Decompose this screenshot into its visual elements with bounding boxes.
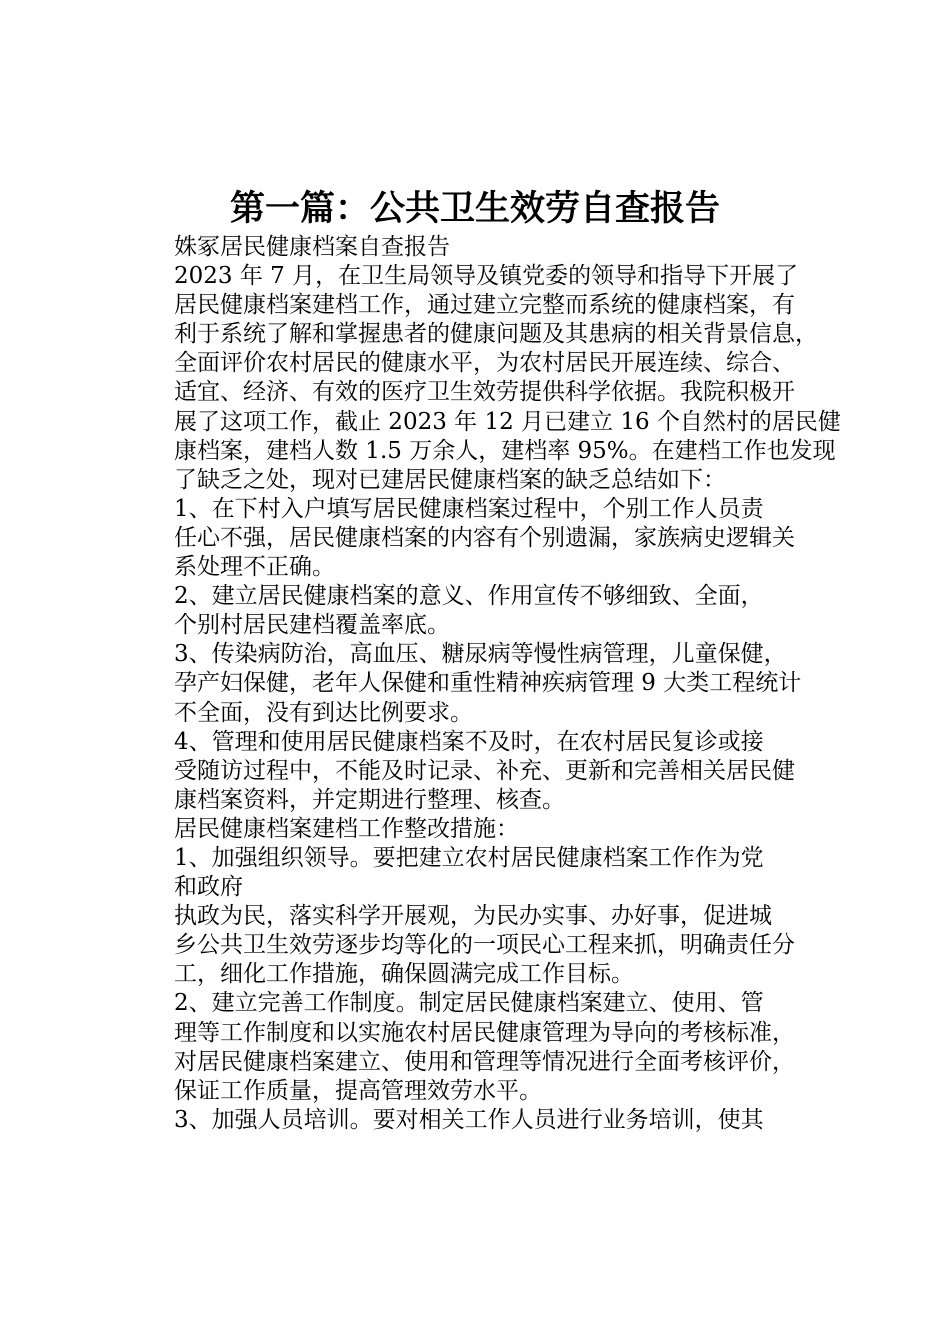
text-line: 1、加强组织领导。要把建立农村居民健康档案工作作为党 [174, 844, 764, 871]
text-line: 1、在下村入户填写居民健康档案过程中，个别工作人员责 [174, 495, 764, 522]
document-body [128, 233, 840, 1135]
text-line: 任心不强，居民健康档案的内容有个别遗漏，家族病史逻辑关 [174, 524, 795, 551]
text-line: 乡公共卫生效劳逐步均等化的一项民心工程来抓，明确责任分 [174, 932, 795, 959]
text-line: 工，细化工作措施，确保圆满完成工作目标。 [174, 961, 634, 988]
text-line: 受随访过程中，不能及时记录、补充、更新和完善相关居民健 [174, 757, 795, 784]
paragraph [128, 1106, 840, 1135]
paragraph [128, 262, 840, 495]
text-line: 孕产妇保健，老年人保健和重性精神疾病管理 9 大类工程统计 [174, 670, 802, 697]
text-line: 理等工作制度和以实施农村居民健康管理为导向的考核标准， [174, 1019, 795, 1046]
text-line: 2023 年 7 月，在卫生局领导及镇党委的领导和指导下开展了 [174, 263, 799, 290]
document-title: 第一篇：公共卫生效劳自查报告 [229, 188, 720, 229]
text-line: 姝冢居民健康档案自查报告 [174, 234, 450, 260]
paragraph [128, 902, 840, 989]
text-line: 适宜、经济、有效的医疗卫生效劳提供科学依据。我院积极开 [174, 379, 795, 406]
paragraph [128, 640, 840, 727]
text-line: 利于系统了解和掌握患者的健康问题及其患病的相关背景信息， [174, 321, 818, 348]
text-line: 执政为民，落实科学开展观，为民办实事、办好事，促进城 [174, 903, 772, 930]
paragraph [128, 989, 840, 1105]
paragraph [128, 844, 840, 902]
paragraph [128, 728, 840, 815]
text-line: 4、管理和使用居民健康档案不及时，在农村居民复诊或接 [174, 728, 764, 755]
text-line: 2、建立居民健康档案的意义、作用宣传不够细致、全面， [174, 583, 764, 610]
text-line: 居民健康档案建档工作整改措施： [174, 815, 519, 842]
paragraph [128, 495, 840, 582]
text-line: 个别村居民建档覆盖率底。 [174, 612, 450, 639]
paragraph [128, 582, 840, 640]
text-line: 3、加强人员培训。要对相关工作人员进行业务培训，使其 [174, 1106, 764, 1133]
text-line: 2、建立完善工作制度。制定居民健康档案建立、使用、管 [174, 990, 764, 1017]
text-line: 展了这项工作，截止 2023 年 12 月已建立 16 个自然村的居民健 [174, 408, 841, 435]
text-line: 对居民健康档案建立、使用和管理等情况进行全面考核评价， [174, 1048, 795, 1075]
text-line: 不全面，没有到达比例要求。 [174, 699, 473, 726]
paragraph [128, 815, 840, 844]
text-line: 和政府 [174, 874, 243, 901]
text-line: 康档案，建档人数 1.5 万余人，建档率 95%。在建档工作也发现 [174, 437, 836, 464]
paragraph [128, 233, 840, 262]
text-line: 居民健康档案建档工作，通过建立完整而系统的健康档案，有 [174, 292, 795, 319]
text-line: 系处理不正确。 [174, 554, 335, 581]
text-line: 了缺乏之处，现对已建居民健康档案的缺乏总结如下： [174, 466, 726, 493]
text-line: 保证工作质量，提高管理效劳水平。 [174, 1077, 542, 1104]
text-line: 3、传染病防治，高血压、糖尿病等慢性病管理，儿童保健， [174, 641, 787, 668]
text-line: 全面评价农村居民的健康水平，为农村居民开展连续、综合、 [174, 350, 795, 377]
text-line: 康档案资料，并定期进行整理、核查。 [174, 786, 565, 813]
